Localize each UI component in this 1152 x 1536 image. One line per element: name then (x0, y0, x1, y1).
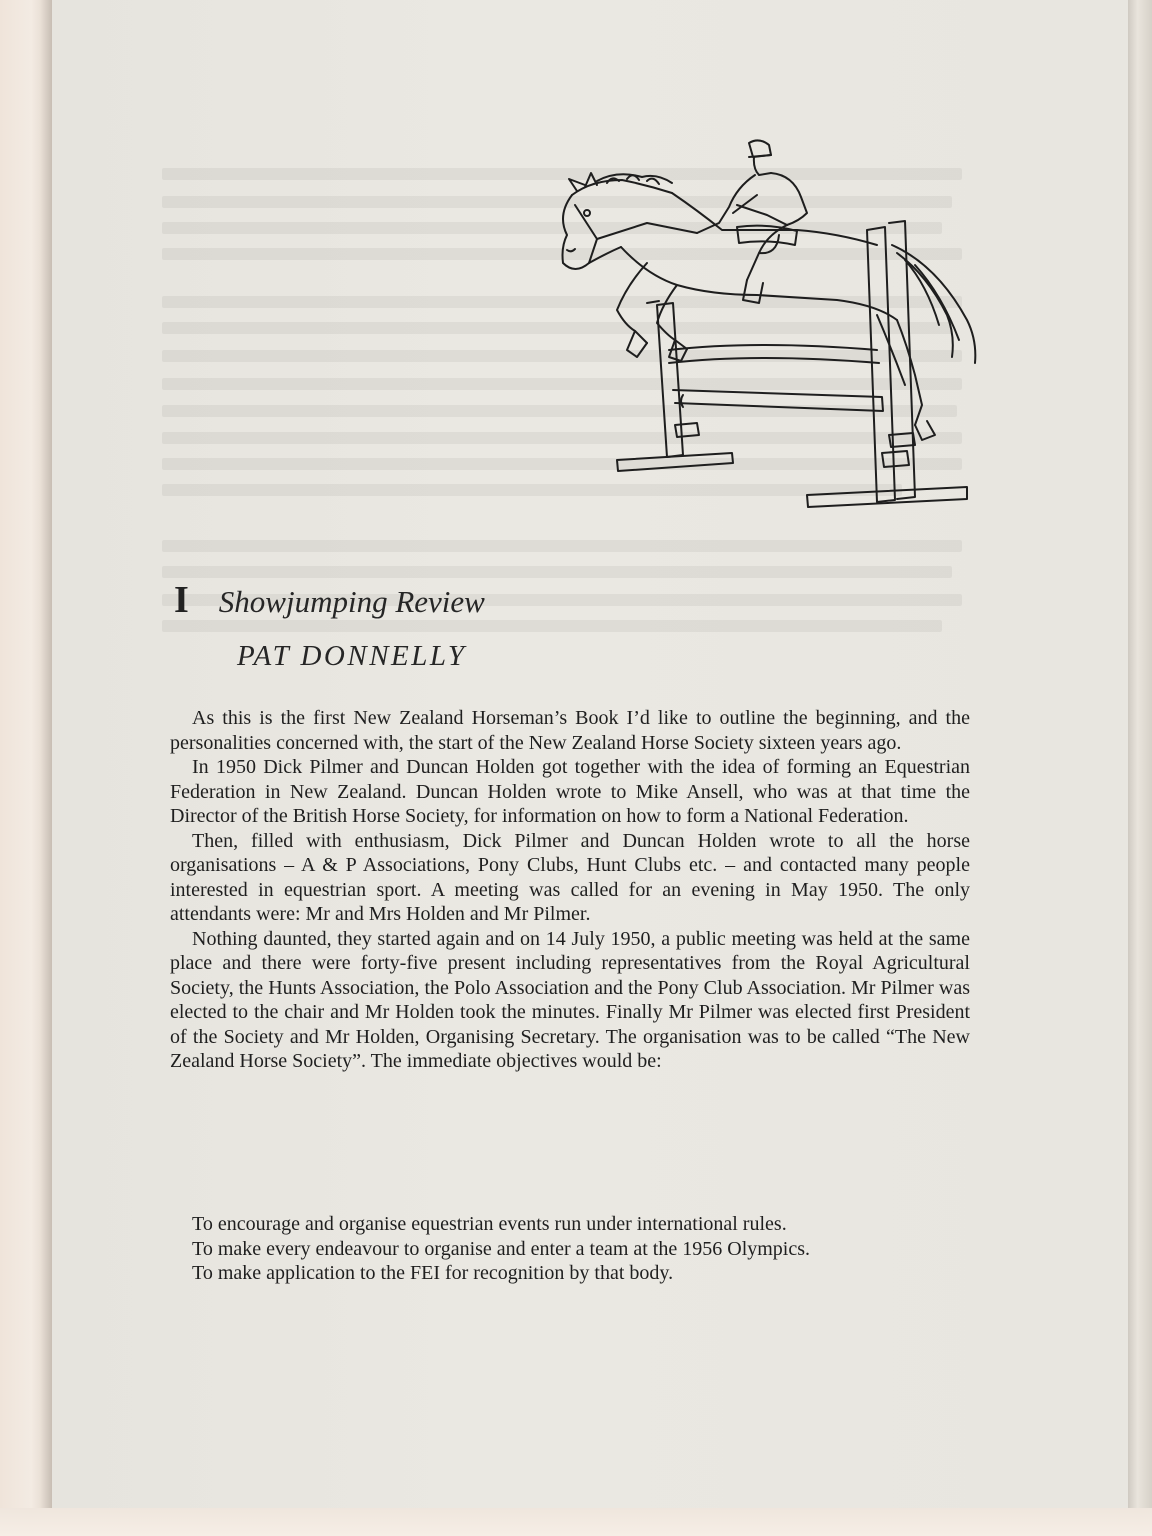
chapter-title: Showjumping Review (218, 584, 485, 619)
chapter-numeral: I (174, 579, 189, 621)
objective-item: To make every endeavour to organise and enter a team at the 1956 Olympics. (192, 1237, 811, 1260)
horse-jumping-illustration (497, 135, 987, 510)
chapter-author: PAT DONNELLY (237, 640, 467, 672)
paragraph: As this is the first New Zealand Horseman’s Book I’d like to outline the beginning, and the personalities concerned with, the start of the New Zealand Horse Society sixteen years ago. (170, 707, 970, 754)
paragraph: Nothing daunted, they started again and on 14 July 1950, a public meeting was held at the same place and there were forty-five present including representatives from the Royal Agricultural Society, the Hunts Association, the Polo Association and the Pony Club Association. Mr Pilmer was elected to the chair and Mr Holden took the minutes. Finally Mr Pilmer was elected first President of the Society and Mr Holden, Organising Secretary. The organisation was to be called “The New Zealand Horse Society”. The immediate objectives would be: (170, 927, 970, 1072)
paragraph: In 1950 Dick Pilmer and Duncan Holden got together with the idea of forming an Equestrian Federation in New Zealand. Duncan Holden wrote to Mike Ansell, who was at that time the Director of the British Horse Society, for information on how to form a National Federation. (170, 756, 970, 827)
page-bottom-edge (0, 1508, 1152, 1536)
chapter-heading (174, 578, 485, 622)
book-page (52, 0, 1132, 1536)
objective-item: To encourage and organise equestrian events run under international rules. (192, 1213, 787, 1235)
objectives-list (192, 1212, 992, 1286)
page-right-edge (1128, 0, 1152, 1536)
objective-item: To make application to the FEI for recognition by that body. (192, 1262, 674, 1284)
body-text (170, 706, 970, 1074)
paragraph: Then, filled with enthusiasm, Dick Pilmer and Duncan Holden wrote to all the horse organisations – A & P Associations, Pony Clubs, Hunt Clubs etc. – and contacted many people interested in equestrian sport. A meeting was called for an evening in May 1950. The only attendants were: Mr and Mrs Holden and Mr Pilmer. (170, 829, 970, 925)
